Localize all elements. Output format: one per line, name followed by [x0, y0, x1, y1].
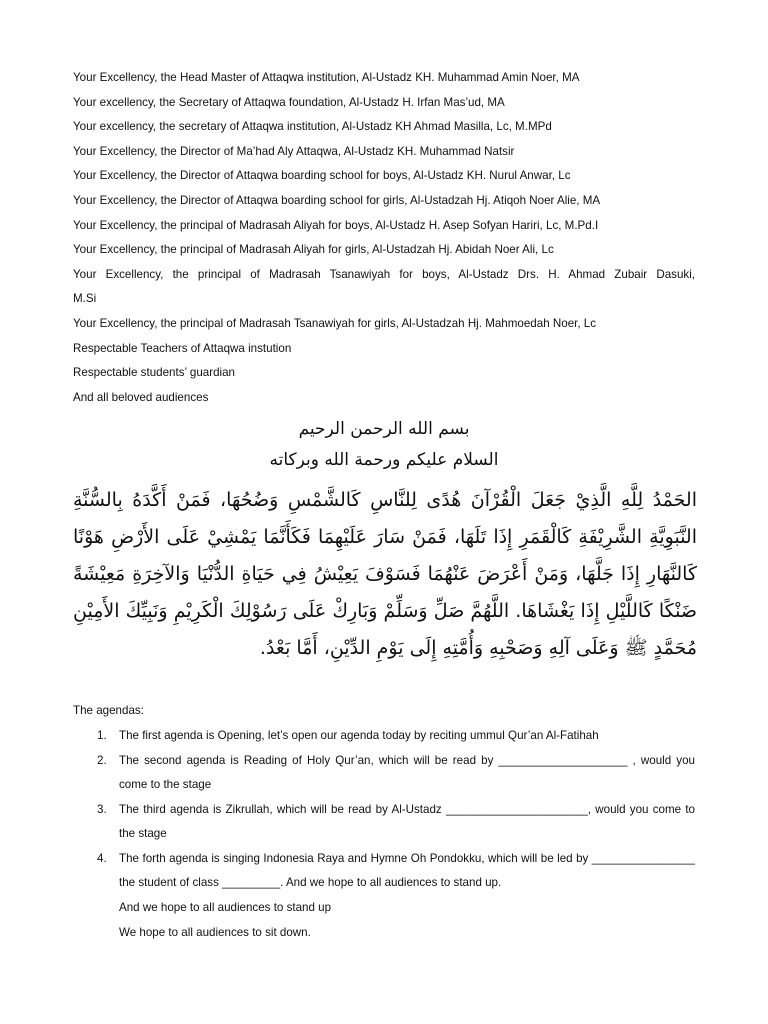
document-page — [73, 66, 695, 945]
agenda-number: 3. — [97, 802, 107, 816]
greeting-line: Respectable Teachers of Attaqwa instution — [73, 341, 292, 355]
greeting-line: M.Si — [73, 292, 97, 306]
closing-line: And we hope to all audiences to stand up — [119, 901, 332, 915]
greeting-line: Your Excellency, the principal of Madrasah Aliyah for boys, Al-Ustadz H. Asep Sofyan Hariri, Lc, M.Pd.I — [73, 218, 599, 232]
agenda-item — [73, 749, 695, 798]
agenda-item — [73, 798, 695, 847]
agenda-text: The forth agenda is singing Indonesia Raya and Hymne Oh Pondokku, which will be led by ________________ the student of class _________. And we hope to all audiences to stand up. — [119, 851, 695, 890]
agenda-item — [73, 847, 695, 896]
greeting-line: Your Excellency, the Director of Attaqwa boarding school for girls, Al-Ustadzah Hj. Atiqoh Noer Alie, MA — [73, 193, 601, 207]
agenda-text: The third agenda is Zikrullah, which will be read by Al-Ustadz ______________________, would you come to the stage — [119, 802, 695, 841]
greeting-line: Your excellency, the secretary of Attaqwa institution, Al-Ustadz KH Ahmad Masilla, Lc, M.MPd — [73, 120, 552, 134]
agenda-number: 2. — [97, 753, 107, 767]
salam-greeting: السلام عليكم ورحمة الله وبركاته — [269, 450, 499, 471]
agenda-text: The second agenda is Reading of Holy Qur’an, which will be read by ____________________ , would you come to the stage — [119, 753, 695, 792]
agenda-heading: The agendas: — [73, 704, 144, 718]
greeting-line: Your Excellency, the principal of Madrasah Tsanawiyah for boys, Al-Ustadz Drs. H. Ahmad Zubair Dasuki, — [73, 267, 695, 281]
greeting-line: Your Excellency, the principal of Madrasah Tsanawiyah for girls, Al-Ustadzah Hj. Mahmoedah Noer, Lc — [73, 316, 597, 330]
greeting-line: Your excellency, the Secretary of Attaqwa foundation, Al-Ustadz H. Irfan Mas’ud, MA — [73, 95, 505, 109]
agenda-list — [73, 724, 695, 896]
basmalah: بسم الله الرحمن الرحيم — [298, 419, 470, 440]
greeting-line: And all beloved audiences — [73, 390, 209, 404]
greetings-block — [73, 66, 695, 410]
closing-line: We hope to all audiences to sit down. — [119, 925, 311, 939]
greeting-line: Your Excellency, the Director of Attaqwa boarding school for boys, Al-Ustadz KH. Nurul Anwar, Lc — [73, 169, 571, 183]
greeting-line: Respectable students’ guardian — [73, 366, 235, 380]
agenda-number: 4. — [97, 851, 107, 865]
greeting-line: Your Excellency, the Director of Ma’had Aly Attaqwa, Al-Ustadz KH. Muhammad Natsir — [73, 144, 515, 158]
agenda-text: The first agenda is Opening, let’s open our agenda today by reciting ummul Qur’an Al-Fatihah — [119, 728, 599, 742]
greeting-line: Your Excellency, the principal of Madrasah Aliyah for girls, Al-Ustadzah Hj. Abidah Noer Ali, Lc — [73, 243, 554, 257]
agenda-number: 1. — [97, 728, 107, 742]
khutbah-paragraph: الحَمْدُ لِلَّهِ الَّذِيْ جَعَلَ الْقُرْآنَ هُدًى لِلنَّاسِ كَالشَّمْسِ وَضُحُهَا، فَمَنْ أَكَّدَهُ بِالسُّنَّةِ النَّبَوِيَّةِ الشَّرِيْفَةِ كَالْقَمَرِ إِذَا تَلَهَا، فَمَنْ سَارَ عَلَيْهِمَا فَكَأَنَّمَا يَمْشِيْ عَلَى الأَرْضِ هَوْنًا كَالنَّهَارِ إِذَا جَلَّهَا، وَمَنْ أَعْرَضَ عَنْهُمَا فَسَوْفَ يَعِيْشُ فِي حَيَاةِ الدُّنْيَا وَالآخِرَةِ مَعِيْشَةً ضَنْكًا كَاللَّيْلِ إِذَا يَغْشَاهَا. اللَّهُمَّ صَلِّ وَسَلِّمْ وَبَارِكْ عَلَى رَسُوْلِكَ الْكَرِيْمِ وَنَبِيِّكَ الأَمِيْنِ مُحَمَّدٍ ﷺ وَعَلَى آلِهِ وَصَحْبِهِ وَأُمَّتِهِ إِلَى يَوْمِ الدِّيْنِ، أَمَّا بَعْدُ. — [73, 489, 697, 660]
agenda-item — [73, 724, 695, 749]
greeting-line: Your Excellency, the Head Master of Attaqwa institution, Al-Ustadz KH. Muhammad Amin Noer, MA — [73, 71, 580, 84]
